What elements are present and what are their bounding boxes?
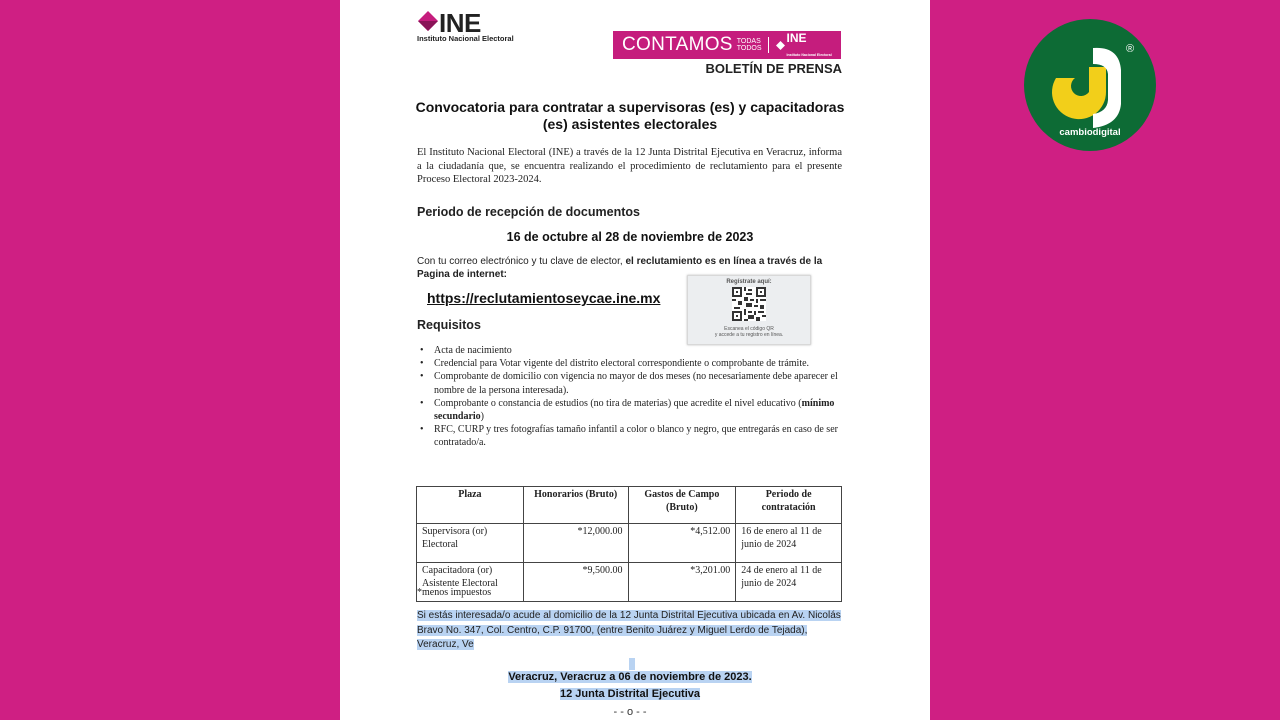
table-cell: *9,500.00 — [523, 563, 628, 602]
periodo-heading: Periodo de recepción de documentos — [417, 205, 640, 219]
correo-paragraph: Con tu correo electrónico y tu clave de elector, el reclutamiento es en línea a través de la Pagina de internet: — [417, 256, 823, 280]
recruitment-link[interactable]: https://reclutamientoseycae.ine.mx — [427, 290, 661, 306]
registered-mark: ® — [1126, 43, 1135, 55]
table-cell: Supervisora (or) Electoral — [417, 524, 524, 563]
contamos-small: TODAS TODOS — [736, 38, 762, 52]
cambiodigital-wordmark: cambiodigital — [1059, 127, 1121, 138]
list-item: • Acta de nacimiento — [417, 344, 842, 357]
table-header: Honorarios (Bruto) — [523, 487, 628, 524]
list-item: • Comprobante de domicilio con vigencia no mayor de dos meses (no necesariamente debe aparecer el nombre de la persona interesada). — [417, 370, 842, 396]
periodo-dates: 16 de octubre al 28 de noviembre de 2023 — [506, 230, 754, 244]
ine-diamond-icon — [776, 41, 785, 50]
list-item: • Comprobante o constancia de estudios (no tira de materias) que acredite el nivel educativo (mínimo secundario) — [417, 397, 842, 423]
ine-logo — [417, 10, 517, 46]
table-cell: Capacitadora (or) Asistente Electoral — [417, 563, 524, 602]
closing-block — [380, 669, 880, 703]
table-header-row — [417, 487, 842, 524]
list-item: • Credencial para Votar vigente del distrito electoral correspondiente o comprobante de trámite. — [417, 357, 842, 370]
footnote-taxes: *menos impuestos — [417, 587, 492, 598]
ine-subtitle: Instituto Nacional Electoral — [417, 34, 514, 43]
ine-diamond-icon — [417, 10, 439, 32]
table-cell: 24 de enero al 11 de junio de 2024 — [736, 563, 842, 602]
intro-paragraph: El Instituto Nacional Electoral (INE) a través de la 12 Junta Distrital Ejecutiva en Veracruz, informa a la ciudadanía que, se encuentra realizando el procedimiento de reclutamiento para el presente Proceso Electoral 2023-2024. — [417, 147, 842, 185]
table-cell: *4,512.00 — [628, 524, 736, 563]
table-cell: *12,000.00 — [523, 524, 628, 563]
address-paragraph: Si estás interesada/o acude al domicilio de la 12 Junta Distrital Ejecutiva ubicada en Av. Nicolás Bravo No. 347, Col. Centro, C.P. 91700, (entre Benito Juárez y Miguel Lerdo de Tejada), Veracruz, Ve — [417, 610, 841, 650]
requisitos-list — [417, 344, 842, 450]
press-release-page — [340, 0, 930, 720]
qr-code-card[interactable] — [687, 275, 811, 345]
cambiodigital-logo — [1023, 18, 1157, 152]
qr-code-icon — [732, 287, 766, 321]
contamos-banner — [613, 31, 841, 59]
table-header: Plaza — [417, 487, 524, 524]
closing-signature: 12 Junta Distrital Ejecutiva — [560, 688, 700, 700]
requisitos-heading: Requisitos — [417, 318, 481, 332]
page-title: Convocatoria para contratar a supervisoras (es) y capacitadoras (es) asistentes electorales — [415, 99, 845, 132]
contamos-text: CONTAMOS — [622, 34, 733, 55]
table-row — [417, 524, 842, 563]
closing-date: Veracruz, Veracruz a 06 de noviembre de 2023. — [508, 671, 752, 683]
table-header: Gastos de Campo (Bruto) — [628, 487, 736, 524]
banner-ine-logo: INE Instituto Nacional Electoral — [776, 31, 832, 59]
table-header: Periodo de contratación — [736, 487, 842, 524]
qr-caption: Escanea el código QR y accede a tu registro en línea. — [714, 326, 784, 338]
qr-title: Regístrate aquí: — [726, 279, 772, 285]
ine-brand: INE — [439, 8, 481, 38]
salary-table — [416, 486, 842, 602]
table-cell: 16 de enero al 11 de junio de 2024 — [736, 524, 842, 563]
table-cell: *3,201.00 — [628, 563, 736, 602]
boletin-heading: BOLETÍN DE PRENSA — [705, 61, 842, 76]
end-mark: - - o - - — [613, 706, 647, 718]
banner-divider — [768, 37, 769, 53]
list-item: • RFC, CURP y tres fotografías tamaño infantil a color o blanco y negro, que entregarás en caso de ser contratado/a. — [417, 423, 842, 449]
